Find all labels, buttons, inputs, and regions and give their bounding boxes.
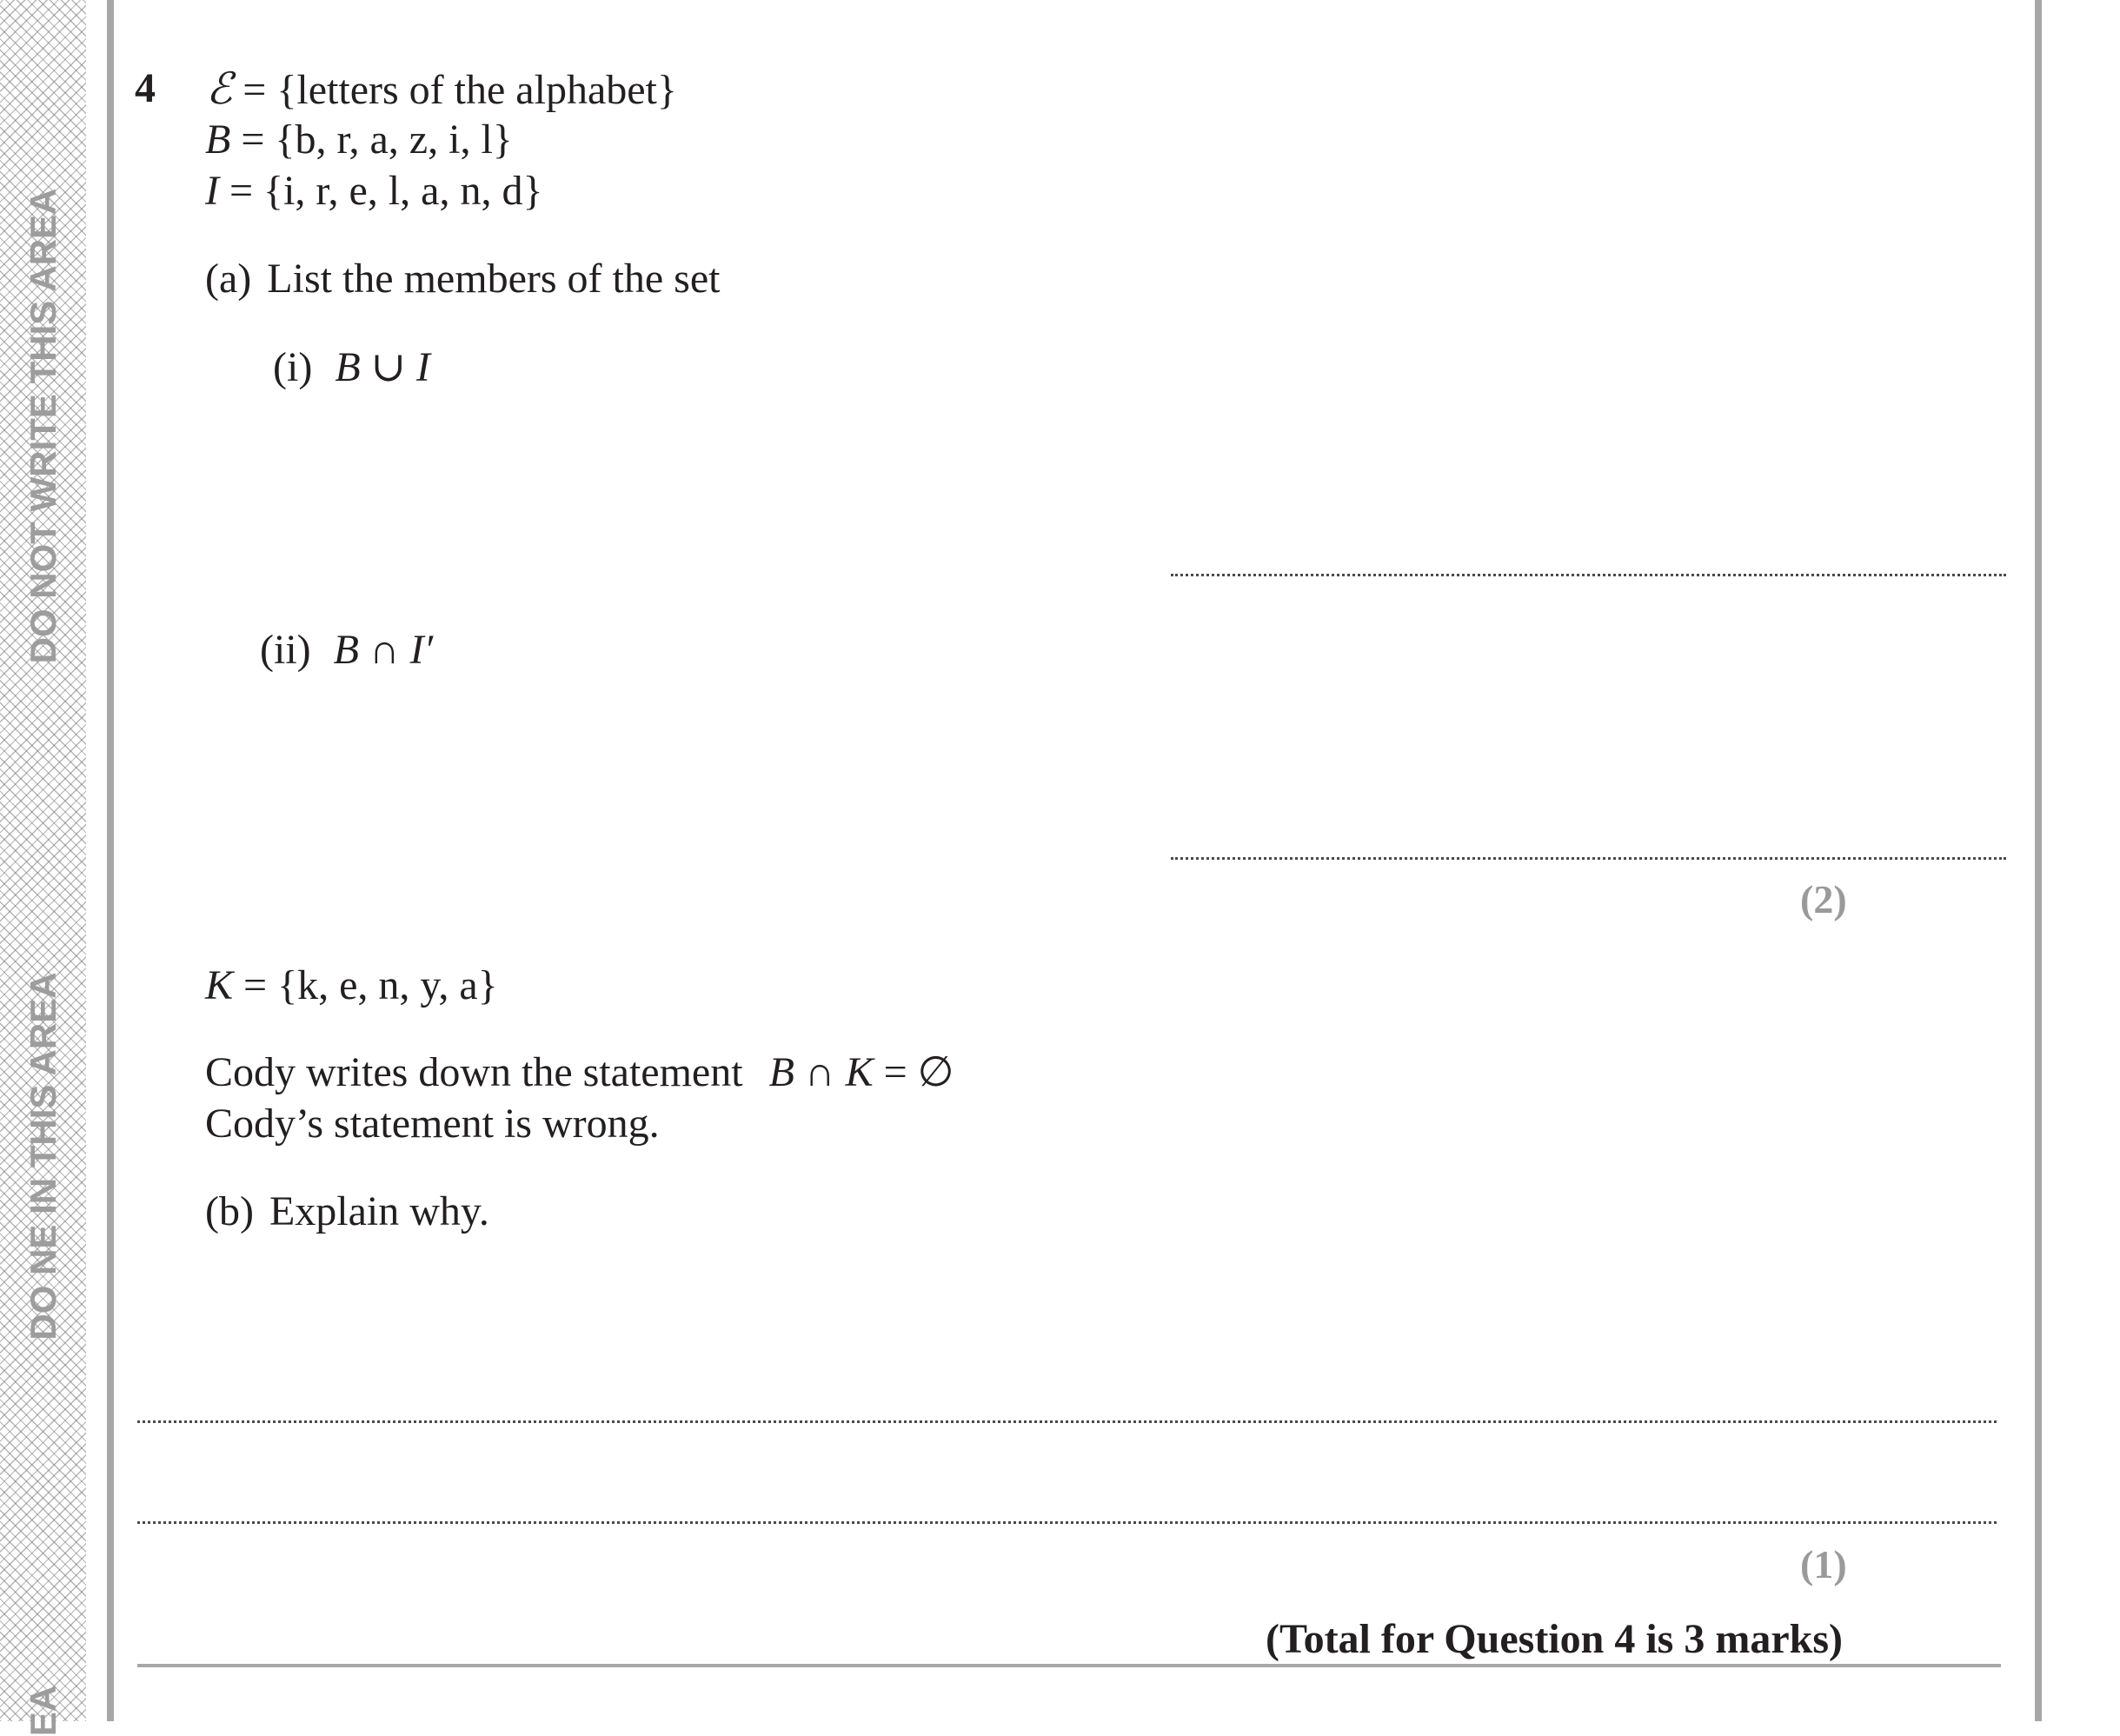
part-a-i-expr-a: B [335,344,361,390]
part-a-i [273,344,430,390]
set-i-name: I [205,168,219,214]
part-a-i-expr-b: I [415,344,430,390]
margin-border-right [2035,0,2042,1721]
intersection-operator: ∩ [358,627,410,673]
margin-warning-top: DO NOT WRITE THIS AREA [23,188,63,664]
part-b-text: Explain why. [269,1188,489,1234]
question-total: (Total for Question 4 is 3 marks) [1265,1616,1843,1662]
universal-set-symbol: ℰ [206,64,233,113]
cody-statement-expr-b: K [845,1049,874,1095]
part-b-label: (b) [205,1188,254,1234]
set-i-definition [205,170,542,212]
cody-statement-suffix: = ∅ [873,1049,954,1095]
part-a-label: (a) [205,256,252,302]
part-b-prompt [205,1188,489,1234]
part-a-ii-expr-b: I′ [409,627,434,673]
set-k-definition [205,962,498,1008]
union-operator: ∪ [360,344,416,390]
set-b-name: B [205,116,231,163]
part-b-marks: (1) [1800,1542,1847,1586]
set-b-elements: = {b, r, a, z, i, l} [230,116,513,163]
cody-statement-operator: ∩ [794,1049,846,1095]
set-b-definition [205,116,513,163]
part-a-ii-expr-a: B [333,627,359,673]
part-a-marks: (2) [1800,877,1847,921]
answer-line-a-i[interactable] [1171,574,2006,576]
set-k-name: K [205,962,234,1008]
part-a-i-label: (i) [273,344,313,390]
margin-warning-bottom: EA [23,1685,63,1736]
set-i-elements: = {i, r, e, l, a, n, d} [218,168,543,214]
question-end-rule [137,1664,2001,1667]
part-a-prompt [205,258,720,300]
cody-statement-prefix: Cody writes down the statement [205,1049,743,1095]
margin-warning-middle: DO NE IN THIS AREA [23,972,63,1340]
cody-statement-wrong: Cody’s statement is wrong. [205,1101,660,1147]
question-number: 4 [135,65,156,111]
universal-set-definition [206,64,677,113]
part-a-ii-label: (ii) [260,627,311,673]
answer-line-b-1[interactable] [137,1420,1997,1423]
universal-set-text: = {letters of the alphabet} [232,67,677,113]
part-a-text: List the members of the set [267,256,721,302]
cody-statement [205,1049,954,1095]
part-a-ii [260,629,433,671]
answer-line-b-2[interactable] [137,1521,1997,1524]
cody-statement-expr-a: B [768,1049,794,1095]
margin-border-left [107,0,114,1721]
set-k-elements: = {k, e, n, y, a} [233,962,498,1008]
answer-line-a-ii[interactable] [1171,857,2006,860]
